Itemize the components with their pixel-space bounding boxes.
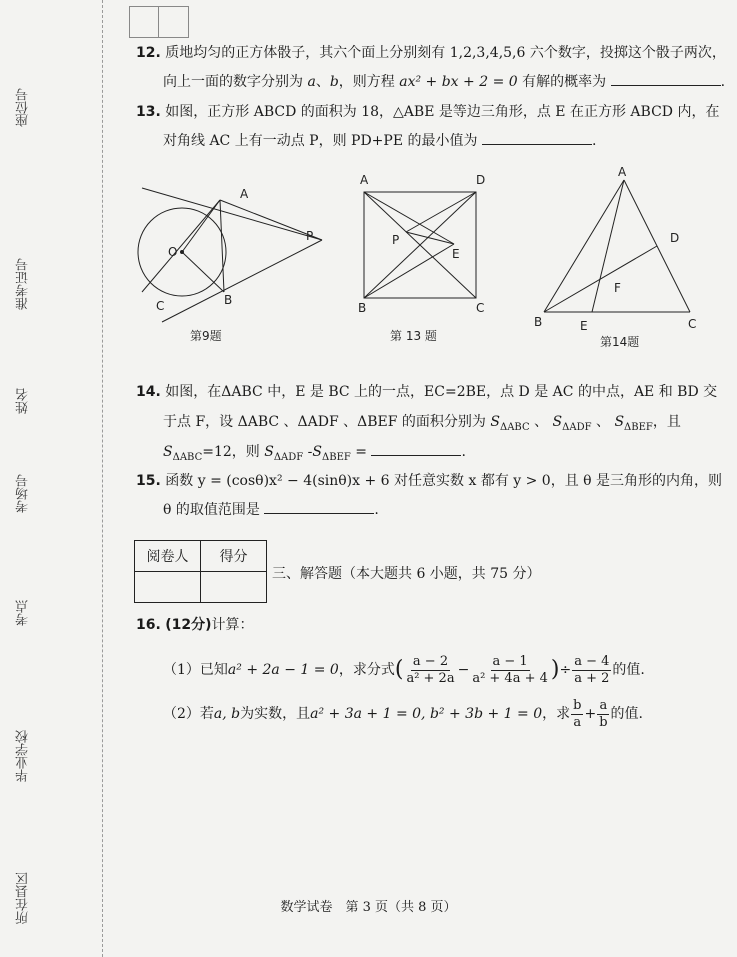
fig14-caption: 第14题 — [600, 335, 640, 349]
binding-margin-line — [102, 0, 104, 957]
fig14-label-e: E — [580, 319, 588, 333]
question-number: 14. — [136, 384, 161, 400]
question-14: 14. 如图，在ΔABC 中，E 是 BC 上的一点，EC=2BE，点 D 是 AC 的中点，AE 和 BD 交 — [136, 384, 718, 400]
question-number: 15. — [136, 473, 161, 489]
score-cell[interactable] — [201, 572, 267, 603]
question-number: 16. — [136, 617, 161, 633]
fig13-label-a: A — [360, 173, 369, 187]
fig14-label-d: D — [670, 231, 680, 245]
question-16-part1: （1）已知a² + 2a − 1 = 0，求分式( $\frac{a - 2}{\text{a² + 2a}}$ − $\frac{a - 1}{\text{a² + 4a + 4}}$ )÷ $\frac{a - 4}{a + 2}$ 的值. — [163, 653, 645, 686]
fig9-label-a: A — [240, 187, 249, 201]
question-number: 13. — [136, 104, 161, 120]
fig9-label-b: B — [224, 293, 233, 307]
fig13-label-b: B — [358, 301, 367, 315]
fig9-label-c: C — [156, 299, 165, 313]
side-label-name: 姓名 — [16, 388, 31, 414]
fig14-label-b: B — [534, 315, 543, 329]
question-12-line2: 向上一面的数字分别为 a、b，则方程 ax² + bx + 2 = 0 有解的概率为 . — [163, 71, 725, 93]
question-16-part2: （2）若a, b为实数，且a² + 3a + 1 = 0, b² + 3b + 1 = 0，求 $\frac{b}{a}$ + $\frac{a}{b}$ 的值. — [163, 697, 643, 730]
fig14-label-a: A — [618, 166, 627, 179]
question-15: 15. 函数 y = (cosθ)x² − 4(sinθ)x + 6 对任意实数 x 都有 y > 0，且 θ 是三角形的内角，则 — [136, 473, 723, 489]
fig13-label-e: E — [452, 247, 460, 261]
side-label-exam-site: 考点 — [16, 600, 31, 626]
side-label-seat: 座位号 — [16, 88, 31, 127]
page-footer: 数学试卷 第 3 页（共 8 页） — [280, 900, 457, 915]
question-15-line2: θ 的取值范围是 . — [163, 499, 379, 521]
answer-blank — [482, 130, 592, 145]
answer-blank — [611, 71, 721, 86]
answer-blank — [371, 441, 461, 456]
q12-line1: 质地均匀的正方体骰子，其六个面上分别刻有 1,2,3,4,5,6 六个数字，投掷这个骰子两次， — [165, 45, 726, 61]
grader-cell[interactable] — [135, 572, 201, 603]
side-label-admission-no: 准考证号 — [16, 258, 31, 310]
figure-14 — [530, 166, 710, 356]
question-13-line2: 对角线 AC 上有一动点 P，则 PD+PE 的最小值为 . — [163, 130, 596, 152]
fig9-caption: 第9题 — [190, 329, 222, 343]
corner-box — [129, 6, 189, 38]
question-16: 16. (12分)计算： — [136, 617, 254, 633]
figure-13 — [350, 170, 500, 352]
fig9-label-o: O — [168, 245, 178, 259]
question-number: 12. — [136, 45, 161, 61]
fig14-label-f: F — [614, 281, 621, 295]
question-14-line2: 于点 F，设 ΔABC 、ΔADF 、ΔBEF 的面积分别为 $S_{\Delta ABC}$ 、 $S_{\Delta ADF}$ 、 $S_{\Delta BEF}$，且 — [163, 414, 681, 433]
fig13-label-d: D — [476, 173, 486, 187]
q12-equation: ax² + bx + 2 = 0 — [399, 74, 518, 90]
figure-9 — [132, 172, 332, 352]
grader-header: 阅卷人 — [135, 541, 201, 572]
fig13-caption: 第 13 题 — [390, 329, 437, 343]
fig13-label-c: C — [476, 301, 485, 315]
question-14-line3: $S_{\Delta ABC}=12$，则 $S_{\Delta ADF}$ $-S_{\Delta BEF}$ = . — [163, 441, 466, 469]
side-label-school: 毕业学校 — [16, 730, 31, 782]
grader-score-table — [134, 540, 267, 603]
question-13: 13. 如图，正方形 ABCD 的面积为 18，△ABE 是等边三角形，点 E 在正方形 ABCD 内，在 — [136, 104, 720, 120]
answer-blank — [264, 499, 374, 514]
section-3-heading: 三、解答题（本大题共 6 小题，共 75 分） — [272, 566, 541, 582]
question-12 — [136, 42, 726, 64]
fig13-label-p: P — [392, 233, 400, 247]
side-label-district: 所在县区 — [16, 872, 31, 924]
fig9-label-p: P — [306, 229, 314, 243]
fig14-label-c: C — [688, 317, 697, 331]
side-label-exam-room: 考场号 — [16, 474, 31, 513]
score-header: 得分 — [201, 541, 267, 572]
